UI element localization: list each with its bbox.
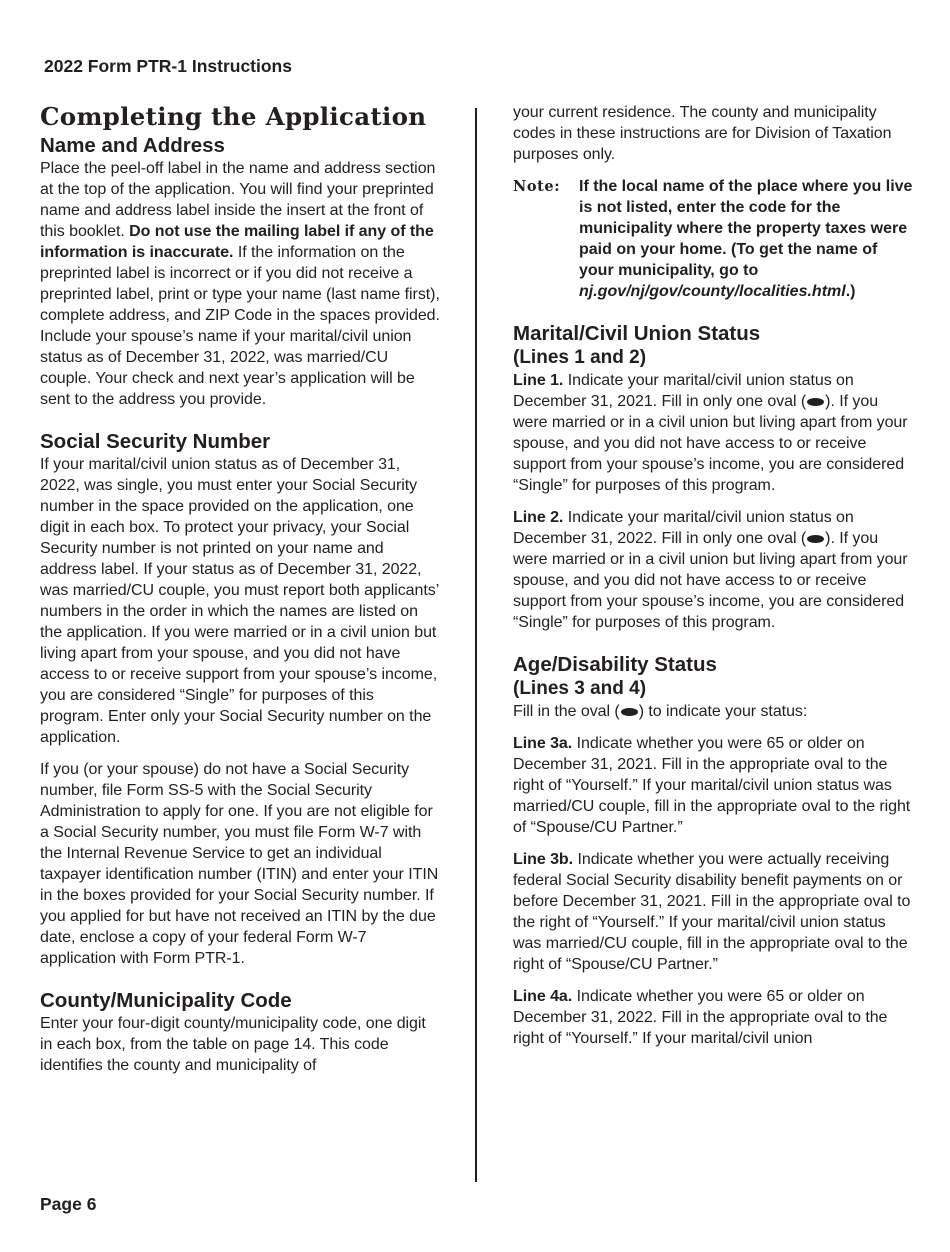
- line-3b-text: Indicate whether you were actually receiving federal Social Security disability benefit payments on or before December 31, 2021. Fill in the appropriate oval to the right of “Yourself.” If your marital/civil union status was married/CU couple, fill in the appropriate oval to the right of “Spouse/CU Partner.”: [513, 851, 911, 973]
- right-column: [513, 102, 913, 1049]
- county-heading: County/Municipality Code: [40, 989, 292, 1012]
- name-address-text-a: Place the peel-off label in the name and address section at the top of the application. You will find your preprinted name and address label inside the insert at the front of this booklet.: [40, 160, 436, 240]
- marital-heading: Marital/Civil Union Status: [513, 322, 761, 345]
- line-1-label: Line 1.: [513, 372, 564, 389]
- name-address-paragraph: [40, 158, 440, 410]
- left-column: [40, 100, 440, 1076]
- line-1-paragraph: [513, 370, 913, 496]
- note-text-a: If the local name of the place where you live is not listed, enter the code for the municipality where the property taxes were paid on your home. (To get the name of your municipality, go to: [579, 178, 913, 279]
- line-2-text-a: Indicate your marital/civil union status on December 31, 2022. Fill in only one oval (: [513, 509, 854, 547]
- marital-subheading: (Lines 1 and 2): [513, 347, 647, 368]
- name-address-heading: Name and Address: [40, 134, 225, 157]
- line-3a-label: Line 3a.: [513, 735, 573, 752]
- line-3a-text: Indicate whether you were 65 or older on December 31, 2021. Fill in the appropriate oval to the right of “Yourself.” If your marital/civil union status was married/CU couple, fill in the appropriate oval to the right of “Spouse/CU Partner.”: [513, 735, 911, 836]
- ssn-heading: Social Security Number: [40, 430, 271, 453]
- page-header: 2022 Form PTR-1 Instructions: [44, 56, 292, 76]
- county-paragraph: Enter your four-digit county/municipality code, one digit in each box, from the table on page 14. This code identifies the county and municipality of: [40, 1015, 426, 1074]
- note-box: [513, 176, 913, 302]
- age-heading: Age/Disability Status: [513, 653, 717, 676]
- age-intro-b: ) to indicate your status:: [638, 703, 808, 720]
- line-2-label: Line 2.: [513, 509, 564, 526]
- note-label: Note:: [513, 178, 561, 195]
- localities-link[interactable]: nj.gov/nj/gov/county/localities.html: [579, 283, 846, 300]
- line-3b-label: Line 3b.: [513, 851, 574, 868]
- line-4a-paragraph: [513, 986, 913, 1049]
- age-subheading: (Lines 3 and 4): [513, 678, 647, 699]
- note-text-b: .): [845, 283, 856, 300]
- county-continued-paragraph: your current residence. The county and municipality codes in these instructions are for Division of Taxation purposes only.: [513, 104, 892, 163]
- column-divider: [475, 108, 477, 1182]
- ssn-paragraph-2: If you (or your spouse) do not have a Social Security number, file Form SS-5 with the Social Security Administration to apply for one. If you are not eligible for a Social Security number, you must file Form W-7 with the Internal Revenue Service to get an individual taxpayer identification number (ITIN) and enter your ITIN in the boxes provided for your Social Security number. If you applied for but have not received an ITIN by the due date, enclose a copy of your federal Form W-7 application with Form PTR-1.: [40, 761, 439, 967]
- line-3b-paragraph: [513, 849, 913, 975]
- line-3a-paragraph: [513, 733, 913, 838]
- page-number: Page 6: [40, 1194, 97, 1214]
- note-text: [579, 176, 913, 302]
- filled-oval-icon: [807, 535, 824, 543]
- age-intro: [513, 701, 913, 722]
- ssn-paragraph-1: If your marital/civil union status as of December 31, 2022, was single, you must enter your Social Security number in the space provided on the application, one digit in each box. To protect your privacy, your Social Security number is not printed on your name and address label. If your status as of December 31, 2022, was married/CU couple, you must report both applicants’ numbers in the order in which the names are listed on the application. If you were married or in a civil union but living apart from your spouse, and you did not have access to or receive support from your spouse’s income, you are considered “Single” for purposes of this program. Enter only your Social Security number on the application.: [40, 456, 439, 746]
- section-title: Completing the Application: [40, 102, 427, 131]
- line-4a-text: Indicate whether you were 65 or older on December 31, 2022. Fill in the appropriate oval to the right of “Yourself.” If your marital/civil union: [513, 988, 888, 1047]
- filled-oval-icon: [621, 708, 638, 716]
- name-address-text-c: If the information on the preprinted label is incorrect or if you did not receive a preprinted label, print or type your name (last name first), complete address, and ZIP Code in the spaces provided. Include your spouse’s name if your marital/civil union status as of December 31, 2022, was married/CU couple. Your check and next year’s application will be sent to the address you provide.: [40, 244, 440, 408]
- line-4a-label: Line 4a.: [513, 988, 573, 1005]
- line-1-text-b: ). If you were married or in a civil union but living apart from your spouse, and you did not have access to or receive support from your spouse’s income, you are considered “Single” for purposes of this program.: [513, 393, 908, 494]
- line-2-paragraph: [513, 507, 913, 633]
- age-intro-a: Fill in the oval (: [513, 703, 620, 720]
- line-1-text-a: Indicate your marital/civil union status on December 31, 2021. Fill in only one oval (: [513, 372, 854, 410]
- line-2-text-b: ). If you were married or in a civil union but living apart from your spouse, and you did not have access to or receive support from your spouse’s income, you are considered “Single” for purposes of this program.: [513, 530, 908, 631]
- filled-oval-icon: [807, 398, 824, 406]
- name-address-warning: Do not use the mailing label if any of the information is inaccurate.: [40, 223, 434, 261]
